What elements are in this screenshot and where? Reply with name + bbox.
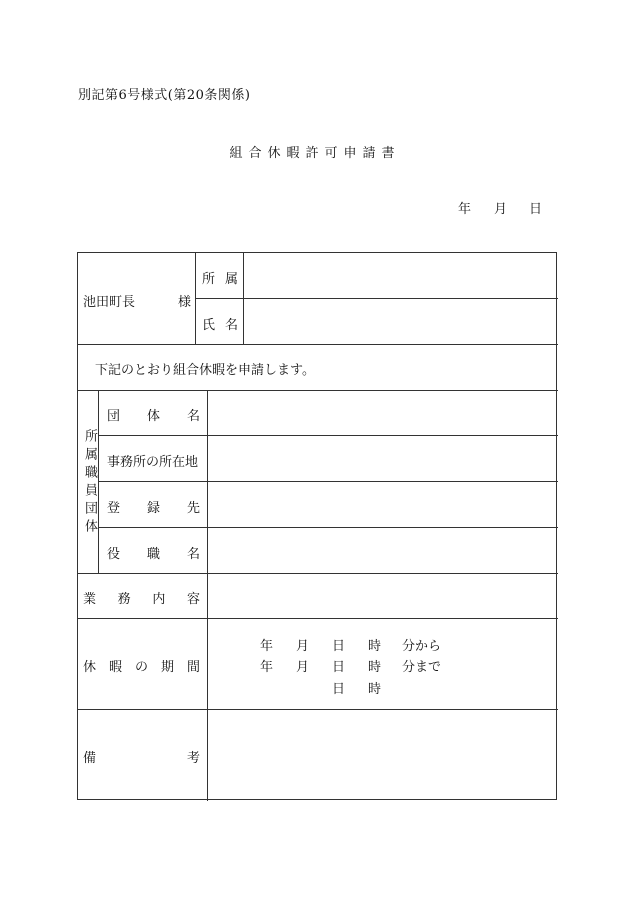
from-day: 日 xyxy=(332,639,346,654)
position-label: 役 職 名 xyxy=(107,547,200,562)
period-label: 休 暇 の 期 間 xyxy=(83,660,200,675)
request-statement: 下記のとおり組合休暇を申請します。 xyxy=(95,363,315,378)
divider xyxy=(78,344,558,345)
date-day-label: 日 xyxy=(529,202,543,217)
divider xyxy=(78,709,558,710)
divider xyxy=(195,298,558,299)
to-minute: 分まで xyxy=(402,660,442,675)
divider xyxy=(98,481,558,482)
remarks-label: 備 考 xyxy=(83,751,200,766)
from-hour: 時 xyxy=(368,639,382,654)
union-group-label: 所属職員団体 xyxy=(82,429,97,537)
document-title: 組合休暇許可申請書 xyxy=(229,146,401,161)
divider xyxy=(207,390,208,801)
affiliation-label: 所 属 xyxy=(202,272,238,287)
from-minute: 分から xyxy=(402,639,442,654)
addressee-name: 池田町長 xyxy=(83,295,136,310)
registration-label: 登 録 先 xyxy=(107,501,200,516)
date-month-label: 月 xyxy=(494,202,508,217)
total-hour: 時 xyxy=(368,682,382,697)
date-year-label: 年 xyxy=(458,202,472,217)
to-hour: 時 xyxy=(368,660,382,675)
from-year: 年 xyxy=(260,639,274,654)
union-name-label: 団 体 名 xyxy=(107,409,200,424)
name-label: 氏 名 xyxy=(202,318,238,333)
divider xyxy=(98,435,558,436)
total-day: 日 xyxy=(332,682,346,697)
divider xyxy=(98,527,558,528)
to-month: 月 xyxy=(296,660,310,675)
divider xyxy=(78,390,558,391)
office-address-label: 事務所の所在地 xyxy=(107,455,199,470)
divider xyxy=(195,253,196,344)
to-year: 年 xyxy=(260,660,274,675)
form-reference: 別記第6号様式(第20条関係) xyxy=(78,88,251,103)
divider xyxy=(78,618,558,619)
from-month: 月 xyxy=(296,639,310,654)
duties-label: 業 務 内 容 xyxy=(83,592,200,607)
divider xyxy=(78,573,558,574)
divider xyxy=(243,253,244,344)
application-form-table xyxy=(77,252,557,800)
to-day: 日 xyxy=(332,660,346,675)
addressee-honorific: 様 xyxy=(178,295,192,310)
